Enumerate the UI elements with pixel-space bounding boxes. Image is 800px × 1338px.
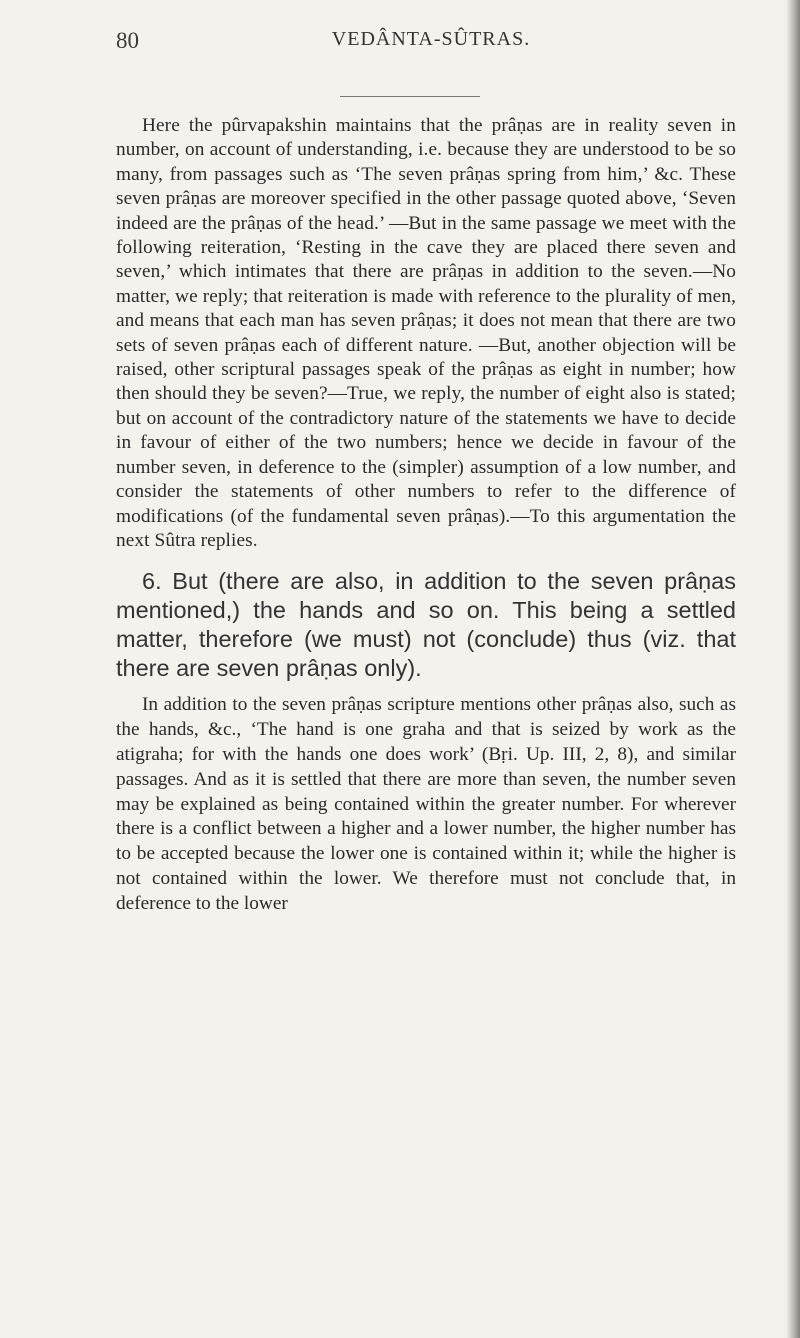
page-edge-shadow: [786, 0, 800, 1338]
paragraph-commentary: In addition to the seven prâṇas scripture mentions other prâṇas also, such as the hands, &c., ‘The hand is one graha and that is seized by work as the atigraha; for with the hands one does work’ (Bṛi. Up. III, 2, 8), and similar passages. And as it is settled that there are more than seven, the number seven may be explained as being contained within the greater number. For wherever there is a conflict between a higher and a lower number, the higher number has to be accepted because the lower one is contained within it; while the higher is not contained within the lower. We therefore must not conclude that, in deference to the lower: [116, 694, 736, 914]
header-rule: [340, 96, 480, 97]
paragraph-purvapaksha: Here the pûrvapakshin maintains that the prâṇas are in reality seven in number, on account of understanding, i.e. because they are understood to be so many, from passages such as ‘The seven prâṇas spring from him,’ &c. These seven prâṇas are moreover specified in the other passage quoted above, ‘Seven indeed are the prâṇas of the head.’ —But in the same passage we meet with the following reiteration, ‘Resting in the cave they are placed there seven and seven,’ which intimates that there are prâṇas in addition to the seven.—No matter, we reply; that reiteration is made with reference to the plurality of men, and means that each man has seven prâṇas; it does not mean that there are two sets of seven prâṇas each of different nature. —But, another objection will be raised, other scriptural passages speak of the prâṇas as eight in number; how then should they be seven?—True, we reply, the number of eight also is stated; but on account of the contradictory nature of the statements we have to decide in favour of either of the two numbers; hence we decide in favour of the number seven, in deference to the (simpler) assumption of a low number, and consider the statements of other numbers to refer to the difference of modifications (of the fundamental seven prâṇas).—To this argumentation the next Sûtra replies.: [116, 115, 736, 551]
running-title: VEDÂNTA-SÛTRAS.: [331, 28, 531, 50]
sutra-text: 6. But (there are also, in addition to the seven prâṇas mentioned,) the hands and so on. This being a settled matter, therefore (we must) not (conclude) thus (viz. that there are seven prâṇas only).: [116, 568, 736, 682]
page-header: [116, 22, 716, 58]
body-text: [116, 114, 736, 916]
page-number: 80: [116, 28, 139, 53]
